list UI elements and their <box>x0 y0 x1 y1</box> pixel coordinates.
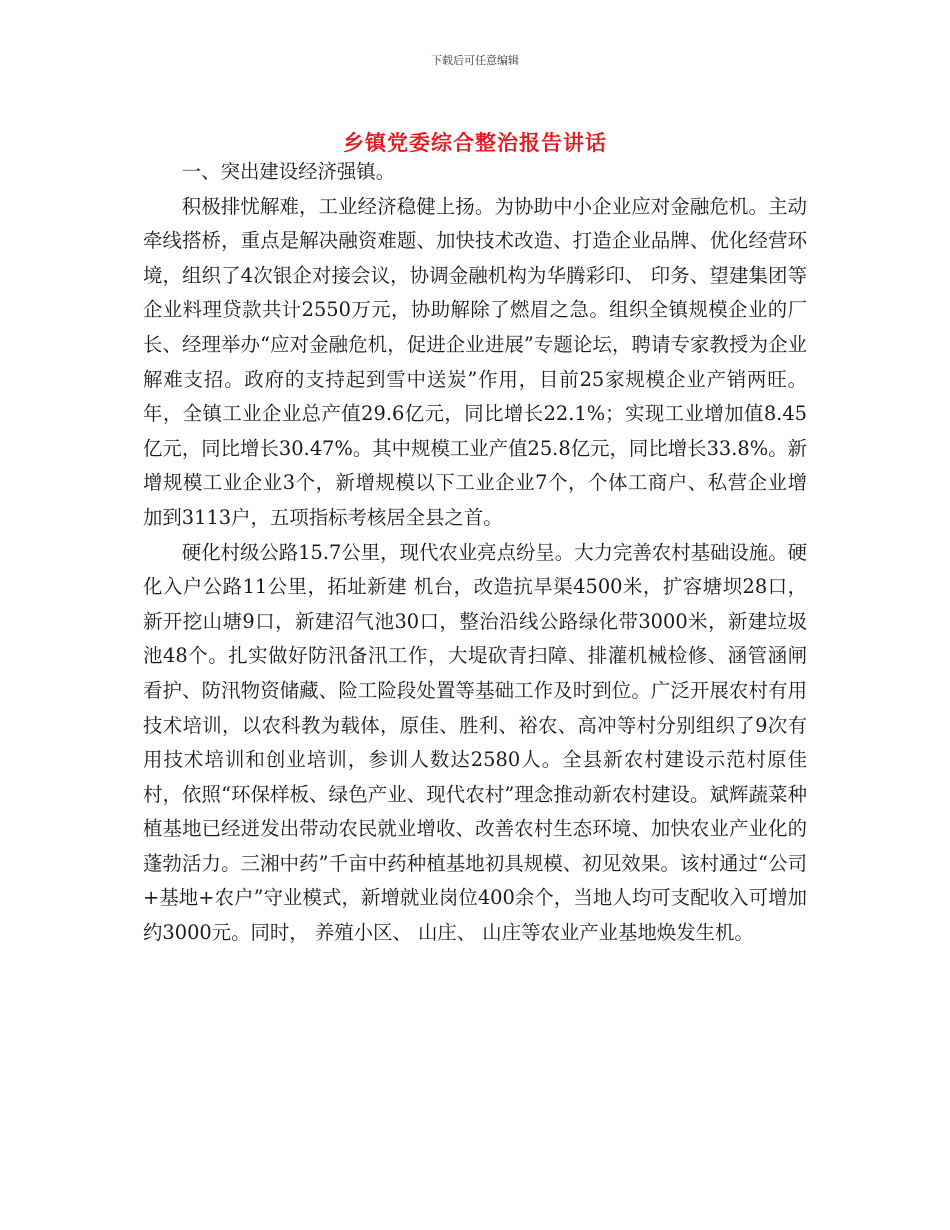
running-header: 下载后可任意编辑 <box>431 54 519 67</box>
document-title: 乡镇党委综合整治报告讲话 <box>343 131 607 156</box>
section-heading: 一、突出建设经济强镇。 <box>181 160 396 183</box>
document-body <box>143 155 807 951</box>
paragraph-industry: 积极排忧解难，工业经济稳健上扬。为协助中小企业应对金融危机。主动牵线搭桥，重点是解决融资难题、加快技术改造、打造企业品牌、优化经营环境，组织了4次银企对接会议，协调金融机构为华腾彩印、 印务、望建集团等企业料理贷款共计2550万元，协助解除了燃眉之急。组织全镇规模企业的厂长、经理举办“应对金融危机，促进企业进展”专题论坛，聘请专家教授为企业解难支招。政府的支持起到雪中送炭”作用，目前25家规模企业产销两旺。年，全镇工业企业总产值29.6亿元，同比增长22.1%；实现工业增加值8.45亿元，同比增长30.47%。其中规模工业产值25.8亿元，同比增长33.8%。新增规模工业企业3个，新增规模以下工业企业7个，个体工商户、私营企业增加到3113户，五项指标考核居全县之首。 <box>143 194 807 529</box>
paragraph-agriculture: 硬化村级公路15.7公里，现代农业亮点纷呈。大力完善农村基础设施。硬化入户公路11公里，拓址新建 机台，改造抗旱渠4500米，扩容塘坝28口，新开挖山塘9口，新建沼气池30口，整治沿线公路绿化带3000米，新建垃圾池48个。扎实做好防汛备汛工作，大堤砍青扫障、排灌机械检修、涵管涵闸看护、防汛物资储藏、险工险段处置等基础工作及时到位。广泛开展农村有用技术培训，以农科教为载体，原佳、胜利、裕农、高冲等村分别组织了9次有用技术培训和创业培训，参训人数达2580人。全县新农村建设示范村原佳村，依照“环保样板、绿色产业、现代农村”理念推动新农村建设。斌辉蔬菜种植基地已经迸发出带动农民就业增收、改善农村生态环境、加快农业产业化的蓬勃活力。三湘中药”千亩中药种植基地初具规模、初见效果。该村通过“公司+基地+农户”守业模式，新增就业岗位400余个，当地人均可支配收入可增加约3000元。同时， 养殖小区、 山庄、 山庄等农业产业基地焕发生机。 <box>143 540 807 945</box>
